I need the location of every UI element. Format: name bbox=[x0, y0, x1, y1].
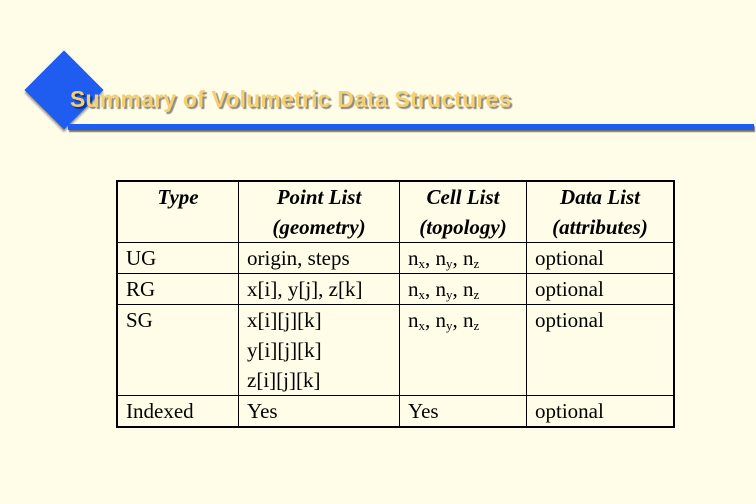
cell-list-cell: $n_x$, $n_y$, $n_z$ bbox=[400, 274, 527, 305]
header-row bbox=[117, 181, 674, 243]
cell-list-cell: $n_x$, $n_y$, $n_z$ bbox=[400, 243, 527, 274]
point-list-cell: x[i], y[j], z[k] bbox=[239, 274, 400, 305]
cell-list-cell: Yes bbox=[400, 396, 527, 428]
table-row bbox=[117, 305, 674, 396]
point-list-cell: x[i][j][k] y[i][j][k] z[i][j][k] bbox=[239, 305, 400, 396]
data-structures-table bbox=[116, 180, 675, 428]
title-underline bbox=[68, 124, 754, 130]
header-point-list: Point List (geometry) bbox=[239, 181, 400, 243]
cell-list-cell: $n_x$, $n_y$, $n_z$ bbox=[400, 305, 527, 396]
header-cell-list: Cell List (topology) bbox=[400, 181, 527, 243]
table-row bbox=[117, 274, 674, 305]
type-cell: UG bbox=[117, 243, 239, 274]
point-list-cell: origin, steps bbox=[239, 243, 400, 274]
header-data-list: Data List (attributes) bbox=[527, 181, 675, 243]
type-cell: Indexed bbox=[117, 396, 239, 428]
data-list-cell: optional bbox=[527, 243, 675, 274]
header-type: Type bbox=[117, 181, 239, 243]
data-list-cell: optional bbox=[527, 396, 675, 428]
type-cell: RG bbox=[117, 274, 239, 305]
type-cell: SG bbox=[117, 305, 239, 396]
data-list-cell: optional bbox=[527, 305, 675, 396]
table-row bbox=[117, 243, 674, 274]
table-row bbox=[117, 396, 674, 428]
point-list-cell: Yes bbox=[239, 396, 400, 428]
slide-title: Summary of Volumetric Data Structures bbox=[70, 86, 512, 112]
data-list-cell: optional bbox=[527, 274, 675, 305]
